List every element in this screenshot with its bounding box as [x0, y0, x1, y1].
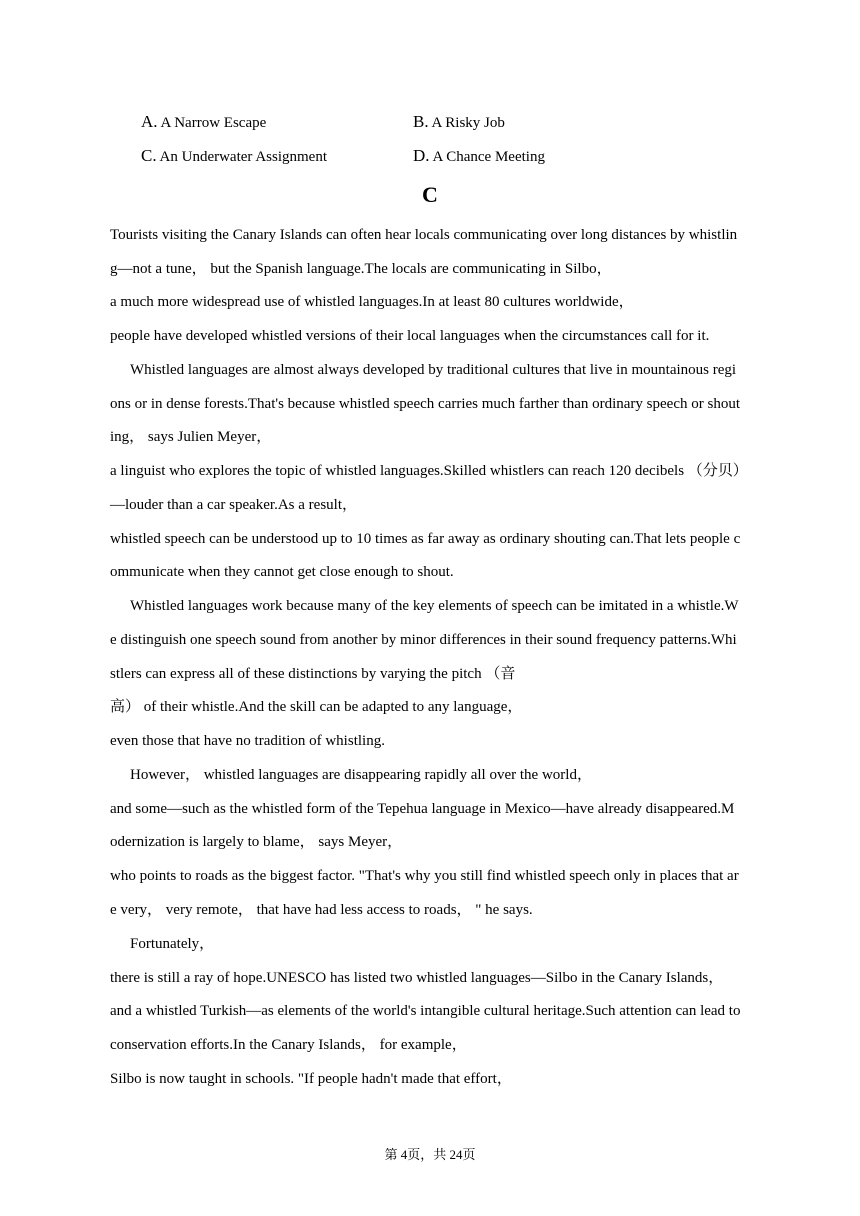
option-letter: A. [141, 112, 158, 131]
text-line: even those that have no tradition of whistling. [110, 733, 385, 749]
text-line: people have developed whistled versions of their local languages when the circumstances call for it. [110, 328, 710, 344]
option-c [141, 146, 327, 167]
text-line: whistled speech can be understood up to 10 times as far away as ordinary shouting can.That lets people c [110, 531, 741, 547]
text-line: who points to roads as the biggest factor. "That's why you still find whistled speech only in places that ar [110, 868, 739, 884]
text-line: ommunicate when they cannot get close enough to shout. [110, 564, 454, 580]
text-line: a linguist who explores the topic of whistled languages.Skilled whistlers can reach 120 decibels （分贝） [110, 463, 748, 479]
page-footer: 第 4页，共 24页 [384, 1147, 476, 1162]
text-line: e very， very remote， that have had less access to roads， " he says. [110, 902, 533, 918]
text-line: g—not a tune， but the Spanish language.The locals are communicating in Silbo， [110, 261, 612, 277]
text-line: conservation efforts.In the Canary Islands， for example， [110, 1037, 467, 1053]
text-line: Tourists visiting the Canary Islands can often hear locals communicating over long distances by whistlin [110, 227, 738, 243]
text-line: odernization is largely to blame， says Meyer， [110, 834, 403, 850]
text-line: stlers can express all of these distinctions by varying the pitch （音 [110, 666, 516, 682]
option-letter: D. [413, 146, 430, 165]
option-b [413, 112, 505, 133]
option-a [141, 112, 266, 133]
option-text: A Narrow Escape [160, 115, 267, 131]
section-title: C [422, 182, 438, 207]
text-line: 高） of their whistle.And the skill can be adapted to any language， [110, 699, 523, 715]
text-line: a much more widespread use of whistled languages.In at least 80 cultures worldwide， [110, 294, 634, 310]
text-line: Silbo is now taught in schools. "If people hadn't made that effort， [110, 1071, 512, 1087]
text-line: However， whistled languages are disappearing rapidly all over the world， [130, 767, 592, 783]
text-line: ons or in dense forests.That's because whistled speech carries much farther than ordinary speech or shout [110, 396, 740, 412]
text-line: Fortunately， [130, 936, 215, 952]
text-line: —louder than a car speaker.As a result， [110, 497, 357, 513]
option-text: A Chance Meeting [432, 149, 545, 165]
text-line: ing， says Julien Meyer， [110, 429, 272, 445]
text-line: there is still a ray of hope.UNESCO has listed two whistled languages—Silbo in the Canary Islands， [110, 970, 724, 986]
option-letter: C. [141, 146, 157, 165]
text-line: e distinguish one speech sound from another by minor differences in their sound frequency patterns.Whi [110, 632, 737, 648]
text-line: and a whistled Turkish—as elements of the world's intangible cultural heritage.Such attention can lead to [110, 1003, 741, 1019]
text-line: Whistled languages are almost always developed by traditional cultures that live in mountainous regi [130, 362, 737, 378]
text-line: Whistled languages work because many of the key elements of speech can be imitated in a whistle.W [130, 598, 739, 614]
option-text: An Underwater Assignment [159, 149, 327, 165]
option-d [413, 146, 545, 167]
option-letter: B. [413, 112, 429, 131]
option-text: A Risky Job [431, 115, 505, 131]
text-line: and some—such as the whistled form of the Tepehua language in Mexico—have already disappeared.M [110, 801, 735, 817]
